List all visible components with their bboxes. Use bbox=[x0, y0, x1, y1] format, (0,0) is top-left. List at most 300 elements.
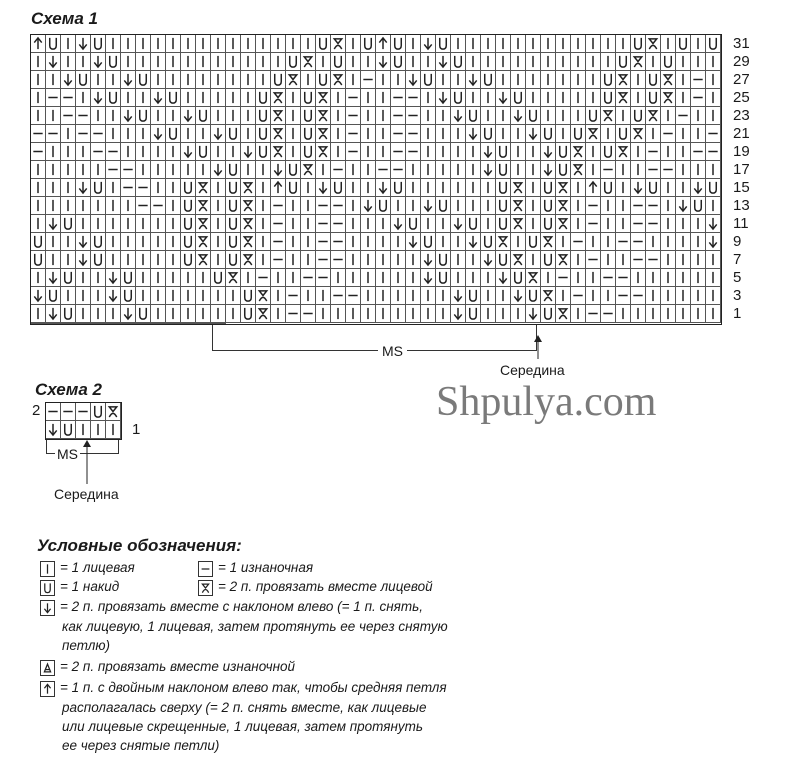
knit-symbol-icon bbox=[286, 89, 301, 107]
ssk-arrow-down-icon bbox=[451, 215, 466, 233]
knit-symbol-icon bbox=[661, 143, 676, 161]
knit-symbol-icon bbox=[601, 53, 616, 71]
knit-symbol-icon bbox=[616, 197, 631, 215]
knit-symbol-icon bbox=[376, 107, 391, 125]
knit-symbol-icon bbox=[76, 161, 91, 179]
knit-symbol-icon bbox=[196, 287, 211, 305]
knit-symbol-icon bbox=[586, 233, 601, 251]
purl-symbol-icon bbox=[646, 197, 661, 215]
knit-symbol-icon bbox=[421, 305, 436, 323]
knit-symbol-icon bbox=[421, 89, 436, 107]
yarn-over-symbol-icon bbox=[466, 215, 481, 233]
knit-symbol-icon bbox=[376, 125, 391, 143]
purl-symbol-icon bbox=[586, 197, 601, 215]
yarn-over-symbol-icon bbox=[496, 215, 511, 233]
knit-symbol-icon bbox=[196, 35, 211, 53]
knit-symbol-icon bbox=[391, 305, 406, 323]
knit-symbol-icon bbox=[406, 179, 421, 197]
knit-symbol-icon bbox=[376, 269, 391, 287]
knit-symbol-icon bbox=[211, 35, 226, 53]
knit-symbol-icon bbox=[691, 269, 706, 287]
knit-symbol-icon bbox=[46, 197, 61, 215]
legend-item-text: = 2 п. провязать вместе с наклоном влево (= 1 п. снять, bbox=[60, 599, 423, 614]
knit-symbol-icon bbox=[181, 305, 196, 323]
knit-symbol-icon bbox=[421, 107, 436, 125]
k2tog-symbol-icon bbox=[571, 161, 586, 179]
ssk-arrow-down-icon bbox=[211, 125, 226, 143]
knit-symbol-icon bbox=[496, 305, 511, 323]
purl-symbol-icon bbox=[301, 305, 316, 323]
knit-symbol-icon bbox=[676, 233, 691, 251]
k2tog-symbol-icon bbox=[511, 251, 526, 269]
yarn-over-symbol-icon bbox=[421, 71, 436, 89]
knit-symbol-icon bbox=[346, 251, 361, 269]
knit-symbol-icon bbox=[91, 421, 106, 439]
yarn-over-symbol-icon bbox=[481, 233, 496, 251]
ms-bracket-bottom bbox=[212, 350, 537, 351]
p2tog-symbol-icon bbox=[40, 660, 55, 676]
yarn-over-symbol-icon bbox=[151, 323, 166, 324]
knit-symbol-icon bbox=[571, 107, 586, 125]
ssk-arrow-down-icon bbox=[481, 161, 496, 179]
knit-symbol-icon bbox=[196, 125, 211, 143]
knit-symbol-icon bbox=[481, 179, 496, 197]
purl-symbol-icon bbox=[331, 233, 346, 251]
k2tog-symbol-icon bbox=[556, 305, 571, 323]
knit-symbol-icon bbox=[61, 197, 76, 215]
yarn-over-symbol-icon bbox=[541, 215, 556, 233]
knit-symbol-icon bbox=[361, 89, 376, 107]
ssk-arrow-down-icon bbox=[436, 89, 451, 107]
knit-symbol-icon bbox=[136, 53, 151, 71]
ssk-arrow-down-icon bbox=[466, 125, 481, 143]
knit-symbol-icon bbox=[346, 233, 361, 251]
row-number: 19 bbox=[733, 143, 750, 160]
purl-symbol-icon bbox=[121, 161, 136, 179]
ssk-arrow-down-icon bbox=[106, 287, 121, 305]
knit-symbol-icon bbox=[271, 287, 286, 305]
knit-symbol-icon bbox=[31, 269, 46, 287]
knit-symbol-icon bbox=[151, 107, 166, 125]
knit-symbol-icon bbox=[166, 107, 181, 125]
knit-symbol-icon bbox=[106, 323, 121, 324]
purl-symbol-icon bbox=[316, 251, 331, 269]
purl-symbol-icon bbox=[706, 125, 721, 143]
k2tog-symbol-icon bbox=[646, 107, 661, 125]
knit-symbol-icon bbox=[646, 125, 661, 143]
k2tog-symbol-icon bbox=[541, 233, 556, 251]
knit-symbol-icon bbox=[511, 71, 526, 89]
knit-symbol-icon bbox=[421, 53, 436, 71]
knit-symbol-icon bbox=[676, 161, 691, 179]
yarn-over-symbol-icon bbox=[256, 125, 271, 143]
knit-symbol-icon bbox=[181, 161, 196, 179]
knit-symbol-icon bbox=[556, 35, 571, 53]
ssk-arrow-down-icon bbox=[436, 53, 451, 71]
knit-symbol-icon bbox=[181, 287, 196, 305]
yarn-over-symbol-icon bbox=[466, 107, 481, 125]
yarn-over-symbol-icon bbox=[496, 179, 511, 197]
ssk-arrow-down-icon bbox=[76, 233, 91, 251]
ssk-arrow-down-icon bbox=[31, 287, 46, 305]
k2tog-symbol-icon bbox=[241, 179, 256, 197]
yarn-over-symbol-icon bbox=[646, 71, 661, 89]
ssk-arrow-down-icon bbox=[361, 197, 376, 215]
purl-symbol-icon bbox=[556, 269, 571, 287]
yarn-over-symbol-icon bbox=[391, 53, 406, 71]
k2tog-symbol-icon bbox=[271, 89, 286, 107]
knit-symbol-icon bbox=[211, 107, 226, 125]
knit-symbol-icon bbox=[121, 53, 136, 71]
yarn-over-symbol-icon bbox=[586, 107, 601, 125]
knit-symbol-icon bbox=[601, 287, 616, 305]
knit-symbol-icon bbox=[706, 107, 721, 125]
knit-symbol-icon bbox=[496, 71, 511, 89]
ssk-arrow-down-icon bbox=[691, 179, 706, 197]
knit-symbol-icon bbox=[646, 269, 661, 287]
knit-symbol-icon bbox=[616, 107, 631, 125]
ssk-arrow-down-icon bbox=[46, 305, 61, 323]
knit-symbol-icon bbox=[136, 125, 151, 143]
yarn-over-symbol-icon bbox=[181, 179, 196, 197]
row-number: 29 bbox=[733, 53, 750, 70]
knit-symbol-icon bbox=[46, 71, 61, 89]
purl-symbol-icon bbox=[616, 233, 631, 251]
knit-symbol-icon bbox=[151, 251, 166, 269]
knit-symbol-icon bbox=[631, 161, 646, 179]
knit-symbol-icon bbox=[361, 305, 376, 323]
knit-symbol-icon bbox=[151, 305, 166, 323]
purl-symbol-icon bbox=[151, 197, 166, 215]
knit-symbol-icon bbox=[136, 233, 151, 251]
yarn-over-symbol-icon bbox=[226, 161, 241, 179]
k2tog-symbol-icon bbox=[586, 125, 601, 143]
yarn-over-symbol-icon bbox=[76, 71, 91, 89]
knit-symbol-icon bbox=[481, 287, 496, 305]
knit-symbol-icon bbox=[151, 215, 166, 233]
yarn-over-symbol-icon bbox=[76, 323, 91, 324]
knit-symbol-icon bbox=[406, 251, 421, 269]
knit-symbol-icon bbox=[331, 305, 346, 323]
knit-symbol-icon bbox=[406, 269, 421, 287]
knit-symbol-icon bbox=[706, 269, 721, 287]
knit-symbol-icon bbox=[571, 89, 586, 107]
purl-symbol-icon bbox=[46, 89, 61, 107]
legend-item-text-continued: петлю) bbox=[62, 638, 110, 653]
k2tog-symbol-icon bbox=[331, 71, 346, 89]
yarn-over-symbol-icon bbox=[406, 215, 421, 233]
purl-symbol-icon bbox=[376, 161, 391, 179]
knit-symbol-icon bbox=[76, 287, 91, 305]
purl-symbol-icon bbox=[601, 305, 616, 323]
knit-symbol-icon bbox=[211, 323, 226, 324]
knit-symbol-icon bbox=[556, 233, 571, 251]
k2tog-symbol-icon bbox=[316, 125, 331, 143]
knit-symbol-icon bbox=[436, 125, 451, 143]
scheme2-middle-label: Середина bbox=[54, 486, 119, 502]
knit-symbol-icon bbox=[271, 53, 286, 71]
knit-symbol-icon bbox=[436, 179, 451, 197]
yarn-over-symbol-icon bbox=[256, 89, 271, 107]
knit-symbol-icon bbox=[211, 233, 226, 251]
knit-symbol-icon bbox=[196, 53, 211, 71]
yarn-over-symbol-icon bbox=[391, 179, 406, 197]
knit-symbol-icon bbox=[151, 35, 166, 53]
ssk-arrow-down-icon bbox=[421, 251, 436, 269]
knit-symbol-icon bbox=[181, 323, 196, 324]
knit-symbol-icon bbox=[76, 53, 91, 71]
legend-title: Условные обозначения: bbox=[37, 536, 242, 555]
knit-symbol-icon bbox=[436, 305, 451, 323]
knit-symbol-icon bbox=[661, 179, 676, 197]
yarn-over-symbol-icon bbox=[91, 233, 106, 251]
knit-symbol-icon bbox=[136, 89, 151, 107]
purl-symbol-icon bbox=[346, 107, 361, 125]
ssk-arrow-down-icon bbox=[541, 143, 556, 161]
knit-symbol-icon bbox=[436, 215, 451, 233]
watermark: Shpulya.com bbox=[436, 379, 657, 425]
knit-symbol-icon bbox=[646, 287, 661, 305]
ssk-arrow-down-icon bbox=[676, 197, 691, 215]
k2tog-symbol-icon bbox=[196, 233, 211, 251]
k2tog-symbol-icon bbox=[271, 107, 286, 125]
knit-symbol-icon bbox=[286, 107, 301, 125]
knit-symbol-icon bbox=[76, 89, 91, 107]
knit-symbol-icon bbox=[406, 305, 421, 323]
k2tog-symbol-icon bbox=[661, 71, 676, 89]
knit-symbol-icon bbox=[31, 107, 46, 125]
purl-symbol-icon bbox=[346, 125, 361, 143]
yarn-over-symbol-icon bbox=[646, 89, 661, 107]
knit-symbol-icon bbox=[586, 53, 601, 71]
purl-symbol-icon bbox=[46, 125, 61, 143]
knit-symbol-icon bbox=[646, 233, 661, 251]
knit-symbol-icon bbox=[286, 215, 301, 233]
purl-symbol-icon bbox=[691, 143, 706, 161]
knit-symbol-icon bbox=[166, 179, 181, 197]
yarn-over-symbol-icon bbox=[496, 143, 511, 161]
k2tog-symbol-icon bbox=[196, 215, 211, 233]
yarn-over-symbol-icon bbox=[316, 35, 331, 53]
knit-symbol-icon bbox=[616, 215, 631, 233]
knit-symbol-icon bbox=[76, 197, 91, 215]
ssk-arrow-down-icon bbox=[106, 269, 121, 287]
yarn-over-symbol-icon bbox=[196, 143, 211, 161]
knit-symbol-icon bbox=[526, 53, 541, 71]
knit-symbol-icon bbox=[61, 53, 76, 71]
knit-symbol-icon bbox=[136, 161, 151, 179]
knit-symbol-icon bbox=[661, 215, 676, 233]
k2tog-symbol-icon bbox=[616, 89, 631, 107]
k2tog-symbol-icon bbox=[511, 215, 526, 233]
knit-symbol-icon bbox=[556, 53, 571, 71]
knit-symbol-icon bbox=[121, 251, 136, 269]
knit-symbol-icon bbox=[466, 251, 481, 269]
yarn-over-symbol-icon bbox=[211, 269, 226, 287]
scheme1-middle-label: Середина bbox=[500, 362, 565, 378]
yarn-over-symbol-icon bbox=[91, 403, 106, 421]
knit-symbol-icon bbox=[121, 89, 136, 107]
knit-symbol-icon bbox=[61, 287, 76, 305]
knit-symbol-icon bbox=[91, 161, 106, 179]
knit-symbol-icon bbox=[571, 35, 586, 53]
knit-symbol-icon bbox=[511, 161, 526, 179]
ssk-arrow-down-icon bbox=[376, 179, 391, 197]
knit-symbol-icon bbox=[421, 161, 436, 179]
knit-symbol-icon bbox=[121, 197, 136, 215]
purl-symbol-icon bbox=[271, 251, 286, 269]
knit-symbol-icon bbox=[361, 161, 376, 179]
knit-symbol-icon bbox=[451, 35, 466, 53]
k2tog-symbol-icon bbox=[616, 143, 631, 161]
purl-symbol-icon bbox=[286, 287, 301, 305]
k2tog-symbol-icon bbox=[556, 215, 571, 233]
ssk-arrow-down-icon bbox=[376, 53, 391, 71]
knit-symbol-icon bbox=[676, 125, 691, 143]
knit-symbol-icon bbox=[451, 71, 466, 89]
yarn-over-symbol-icon bbox=[466, 305, 481, 323]
purl-symbol-icon bbox=[406, 107, 421, 125]
knit-symbol-icon bbox=[331, 269, 346, 287]
yarn-over-symbol-icon bbox=[46, 287, 61, 305]
yarn-over-symbol-icon bbox=[631, 35, 646, 53]
knit-symbol-icon bbox=[376, 287, 391, 305]
k2tog-symbol-icon bbox=[511, 197, 526, 215]
knit-symbol-icon bbox=[211, 287, 226, 305]
ssk-arrow-down-icon bbox=[46, 215, 61, 233]
k2tog-symbol-icon bbox=[646, 35, 661, 53]
ssk-arrow-down-icon bbox=[151, 125, 166, 143]
knit-symbol-icon bbox=[661, 197, 676, 215]
k2tog-symbol-icon bbox=[541, 287, 556, 305]
k2tog-symbol-icon bbox=[556, 179, 571, 197]
scheme1-ms-label: MS bbox=[378, 343, 407, 359]
knit-symbol-icon bbox=[361, 179, 376, 197]
knit-symbol-icon bbox=[706, 305, 721, 323]
knit-symbol-icon bbox=[316, 161, 331, 179]
k2tog-symbol-icon bbox=[556, 251, 571, 269]
yarn-over-symbol-icon bbox=[526, 287, 541, 305]
knit-symbol-icon bbox=[466, 269, 481, 287]
legend-item-text: = 2 п. провязать вместе изнаночной bbox=[60, 659, 296, 674]
purl-symbol-icon bbox=[631, 251, 646, 269]
knit-symbol-icon bbox=[31, 197, 46, 215]
purl-symbol-icon bbox=[706, 143, 721, 161]
purl-symbol-icon bbox=[31, 125, 46, 143]
knit-symbol-icon bbox=[286, 125, 301, 143]
knit-symbol-icon bbox=[526, 197, 541, 215]
knit-symbol-icon bbox=[556, 107, 571, 125]
knit-symbol-icon bbox=[106, 305, 121, 323]
k2tog-symbol-icon bbox=[616, 71, 631, 89]
knit-symbol-icon bbox=[406, 287, 421, 305]
knit-symbol-icon bbox=[331, 125, 346, 143]
knit-symbol-icon bbox=[706, 89, 721, 107]
double-decrease-arrow-up-icon bbox=[376, 35, 391, 53]
ssk-arrow-down-icon bbox=[76, 179, 91, 197]
scheme1-title: Схема 1 bbox=[31, 9, 98, 28]
scheme2-chart-grid bbox=[45, 402, 122, 440]
k2tog-symbol-icon bbox=[316, 107, 331, 125]
ssk-arrow-down-icon bbox=[421, 197, 436, 215]
yarn-over-symbol-icon bbox=[631, 107, 646, 125]
knit-symbol-icon bbox=[481, 53, 496, 71]
knit-symbol-icon bbox=[121, 125, 136, 143]
knit-symbol-icon bbox=[271, 269, 286, 287]
yarn-over-symbol-icon bbox=[61, 269, 76, 287]
purl-symbol-icon bbox=[391, 107, 406, 125]
yarn-over-symbol-icon bbox=[286, 53, 301, 71]
knit-symbol-icon bbox=[301, 71, 316, 89]
knit-symbol-icon bbox=[226, 35, 241, 53]
knit-symbol-icon bbox=[211, 197, 226, 215]
double-decrease-arrow-up-icon bbox=[40, 681, 55, 697]
legend-item-text-continued: как лицевую, 1 лицевая, затем протянуть ее через снятую bbox=[62, 619, 448, 634]
knit-symbol-icon bbox=[616, 179, 631, 197]
knit-symbol-icon bbox=[481, 215, 496, 233]
knit-symbol-icon bbox=[556, 89, 571, 107]
knit-symbol-icon bbox=[106, 35, 121, 53]
yarn-over-symbol-icon bbox=[286, 161, 301, 179]
knit-symbol-icon bbox=[301, 35, 316, 53]
purl-symbol-icon bbox=[631, 215, 646, 233]
knit-symbol-icon bbox=[376, 233, 391, 251]
knit-symbol-icon bbox=[691, 107, 706, 125]
yarn-over-symbol-icon bbox=[106, 53, 121, 71]
knit-symbol-icon bbox=[106, 233, 121, 251]
knit-symbol-icon bbox=[61, 251, 76, 269]
purl-symbol-icon bbox=[346, 287, 361, 305]
yarn-over-symbol-icon bbox=[256, 107, 271, 125]
knit-symbol-icon bbox=[166, 305, 181, 323]
knit-symbol-icon bbox=[526, 71, 541, 89]
knit-symbol-icon bbox=[256, 35, 271, 53]
ssk-arrow-down-icon bbox=[46, 421, 61, 439]
k2tog-symbol-icon bbox=[601, 107, 616, 125]
k2tog-symbol-icon bbox=[631, 125, 646, 143]
knit-symbol-icon bbox=[121, 233, 136, 251]
purl-symbol-icon bbox=[331, 215, 346, 233]
knit-symbol-icon bbox=[181, 89, 196, 107]
knit-symbol-icon bbox=[661, 107, 676, 125]
knit-symbol-icon bbox=[496, 107, 511, 125]
yarn-over-symbol-icon bbox=[40, 580, 55, 596]
knit-symbol-icon bbox=[496, 125, 511, 143]
yarn-over-symbol-icon bbox=[226, 233, 241, 251]
yarn-over-symbol-icon bbox=[511, 89, 526, 107]
knit-symbol-icon bbox=[691, 287, 706, 305]
purl-symbol-icon bbox=[286, 305, 301, 323]
k2tog-symbol-icon bbox=[301, 161, 316, 179]
k2tog-symbol-icon bbox=[196, 251, 211, 269]
knit-symbol-icon bbox=[571, 197, 586, 215]
knit-symbol-icon bbox=[256, 197, 271, 215]
knit-symbol-icon bbox=[346, 215, 361, 233]
yarn-over-symbol-icon bbox=[616, 125, 631, 143]
knit-symbol-icon bbox=[301, 179, 316, 197]
purl-symbol-icon bbox=[346, 89, 361, 107]
purl-symbol-icon bbox=[586, 251, 601, 269]
knit-symbol-icon bbox=[151, 143, 166, 161]
knit-symbol-icon bbox=[166, 53, 181, 71]
knit-symbol-icon bbox=[91, 71, 106, 89]
knit-symbol-icon bbox=[256, 215, 271, 233]
row-number: 21 bbox=[733, 125, 750, 142]
knit-symbol-icon bbox=[556, 287, 571, 305]
yarn-over-symbol-icon bbox=[241, 305, 256, 323]
yarn-over-symbol-icon bbox=[526, 107, 541, 125]
knit-symbol-icon bbox=[91, 305, 106, 323]
